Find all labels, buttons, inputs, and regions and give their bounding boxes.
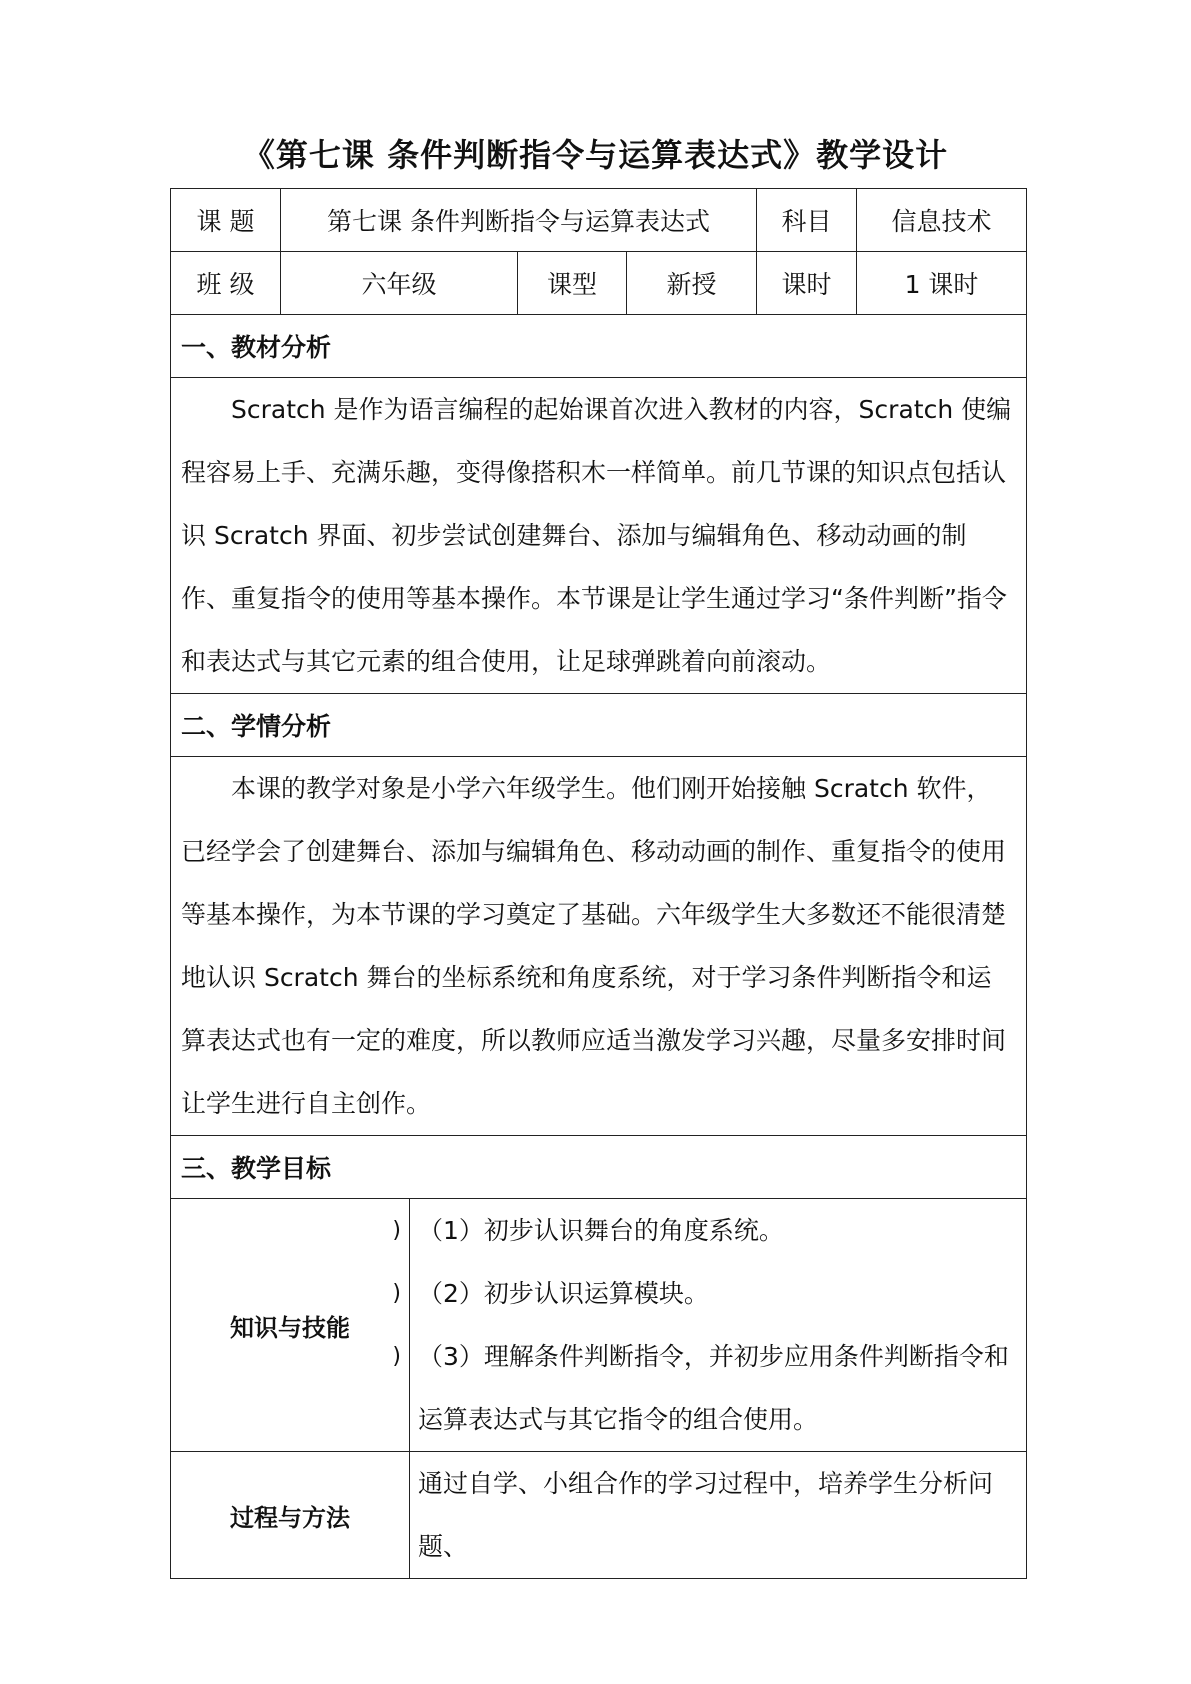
knowledge-item: （3）理解条件判断指令，并初步应用条件判断指令和运算表达式与其它指令的组合使用。 (418, 1342, 1009, 1434)
knowledge-item: （2）初步认识运算模块。 (418, 1279, 709, 1308)
type-label: 课型 (518, 252, 627, 315)
goal-knowledge-row (171, 1199, 1027, 1452)
section-2-title: 二、学情分析 (171, 694, 1027, 757)
knowledge-items (410, 1199, 1027, 1452)
bracket-marks (392, 1199, 401, 1388)
bracket-mark: ) (392, 1344, 401, 1369)
knowledge-label-cell (171, 1199, 410, 1452)
goal-process-row (171, 1452, 1027, 1579)
process-label-cell (171, 1452, 410, 1579)
header-row-class (171, 252, 1027, 315)
knowledge-item: （1）初步认识舞台的角度系统。 (418, 1216, 784, 1245)
document-title: 《第七课 条件判断指令与运算表达式》教学设计 (242, 136, 949, 174)
topic-label: 课 题 (171, 189, 281, 252)
section-3-header (171, 1136, 1027, 1199)
section-1-header (171, 315, 1027, 378)
hours-label: 课时 (757, 252, 857, 315)
section-1-title: 一、教材分析 (171, 315, 1027, 378)
lesson-plan-table (170, 188, 1027, 1579)
section-3-title: 三、教学目标 (171, 1136, 1027, 1199)
knowledge-label: 知识与技能 (230, 1313, 350, 1342)
topic-value: 第七课 条件判断指令与运算表达式 (281, 189, 757, 252)
class-label: 班 级 (171, 252, 281, 315)
type-value: 新授 (627, 252, 757, 315)
subject-value: 信息技术 (857, 189, 1027, 252)
section-2-text: 本课的教学对象是小学六年级学生。他们刚开始接触 Scratch 软件，已经学会了创建舞台、添加与编辑角色、移动动画的制作、重复指令的使用等基本操作，为本节课的学习奠定了基础。六年级学生大多数还不能很清楚地认识 Scratch 舞台的坐标系统和角度系统，对于学习条件判断指令和运算表达式也有一定的难度，所以教师应适当激发学习兴趣，尽量多安排时间让学生进行自主创作。 (171, 757, 1027, 1136)
hours-value: 1 课时 (857, 252, 1027, 315)
process-label: 过程与方法 (230, 1503, 350, 1532)
bracket-mark: ) (392, 1218, 401, 1243)
section-2-header (171, 694, 1027, 757)
section-1-text: Scratch 是作为语言编程的起始课首次进入教材的内容，Scratch 使编程容易上手、充满乐趣，变得像搭积木一样简单。前几节课的知识点包括认识 Scratch 界面、初步尝试创建舞台、添加与编辑角色、移动动画的制作、重复指令的使用等基本操作。本节课是让学生通过学习“条件判断”指令和表达式与其它元素的组合使用，让足球弹跳着向前滚动。 (171, 378, 1027, 694)
subject-label: 科目 (757, 189, 857, 252)
process-text: 通过自学、小组合作的学习过程中，培养学生分析问题、 (410, 1452, 1027, 1579)
section-2-body (171, 757, 1027, 1136)
section-1-body (171, 378, 1027, 694)
header-row-topic (171, 189, 1027, 252)
bracket-mark: ) (392, 1281, 401, 1306)
class-value: 六年级 (281, 252, 518, 315)
